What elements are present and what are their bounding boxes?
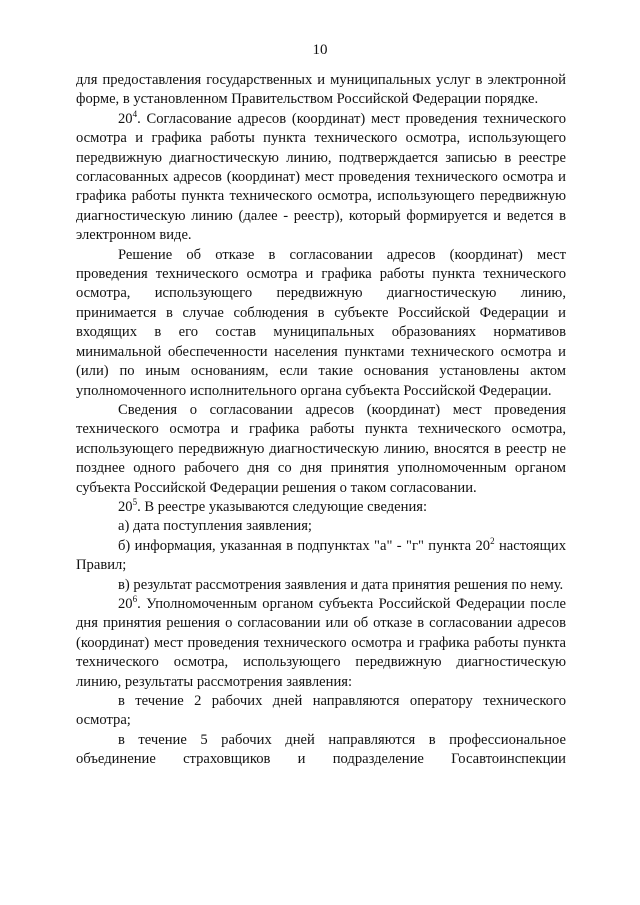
- clause-text: . В реестре указываются следующие сведения:: [137, 498, 428, 515]
- list-item-v: в) результат рассмотрения заявления и дата принятия решения по нему.: [118, 576, 564, 593]
- list-item-b: [76, 537, 566, 576]
- paragraph-clause-20-5: [76, 498, 566, 517]
- page-number: 10: [312, 42, 328, 58]
- clause-superscript: 4: [132, 108, 138, 119]
- clause-number: 20: [118, 595, 133, 612]
- list-item-a: а) дата поступления заявления;: [118, 518, 312, 535]
- paragraph-registry-entry: Сведения о согласовании адресов (координат) мест проведения технического осмотра и графика работы пункта технического осмотра, использующего передвижную диагностическую линию, вносятся в реестр не позднее одного рабочего дня со дня принятия уполномоченным органом субъекта Российской Федерации решения о таком согласовании.: [76, 401, 566, 496]
- clause-superscript: 6: [132, 593, 138, 604]
- paragraph-refusal: Решение об отказе в согласовании адресов (координат) мест проведения технического осмотра и графика работы пункта технического осмотра, использующего передвижную диагностическую линию, принимается в случае соблюдения в субъекте Российской Федерации и входящих в его состав муниципальных образованиях нормативов минимальной обеспеченности населения пунктами технического осмотра и (или) по иным основаниям, если такие основания установлены актом уполномоченного исполнительного органа субъекта Российской Федерации.: [76, 246, 566, 399]
- list-item-tail: настоящих Правил;: [76, 537, 566, 574]
- clause-number: 20: [118, 110, 133, 127]
- clause-number: 20: [118, 498, 133, 515]
- reference-superscript: 2: [490, 535, 495, 546]
- document-body: [76, 71, 566, 770]
- paragraph-clause-20-4: [76, 110, 566, 246]
- clause-text: . Уполномоченным органом субъекта Российской Федерации после дня принятия решения о согласовании или об отказе в согласовании адресов (координат) мест проведения технического осмотра и графика работы пункта технического осмотра, использующего передвижную диагностическую линию, результаты рассмотрения заявления:: [76, 595, 566, 690]
- paragraph-clause-20-6: [76, 595, 566, 692]
- clause-superscript: 5: [132, 496, 138, 507]
- paragraph-two-days: в течение 2 рабочих дней направляются оператору технического осмотра;: [76, 693, 566, 729]
- paragraph-five-days: в течение 5 рабочих дней направляются в профессиональное объединение страховщиков и подразделение Госавтоинспекции: [76, 731, 566, 768]
- list-item-text: б) информация, указанная в подпунктах "а" - "г" пункта 20: [118, 537, 491, 554]
- clause-text: . Согласование адресов (координат) мест проведения технического осмотра и графика работы пункта технического осмотра, использующего передвижную диагностическую линию, подтверждается записью в реестре согласованных адресов (координат) мест проведения технического осмотра и графика работы пункта технического осмотра, использующего передвижную диагностическую линию (далее - реестр), который формируется и ведется в электронном виде.: [76, 110, 566, 244]
- paragraph-continuation: для предоставления государственных и муниципальных услуг в электронной форме, в установленном Правительством Российской Федерации порядке.: [76, 72, 566, 108]
